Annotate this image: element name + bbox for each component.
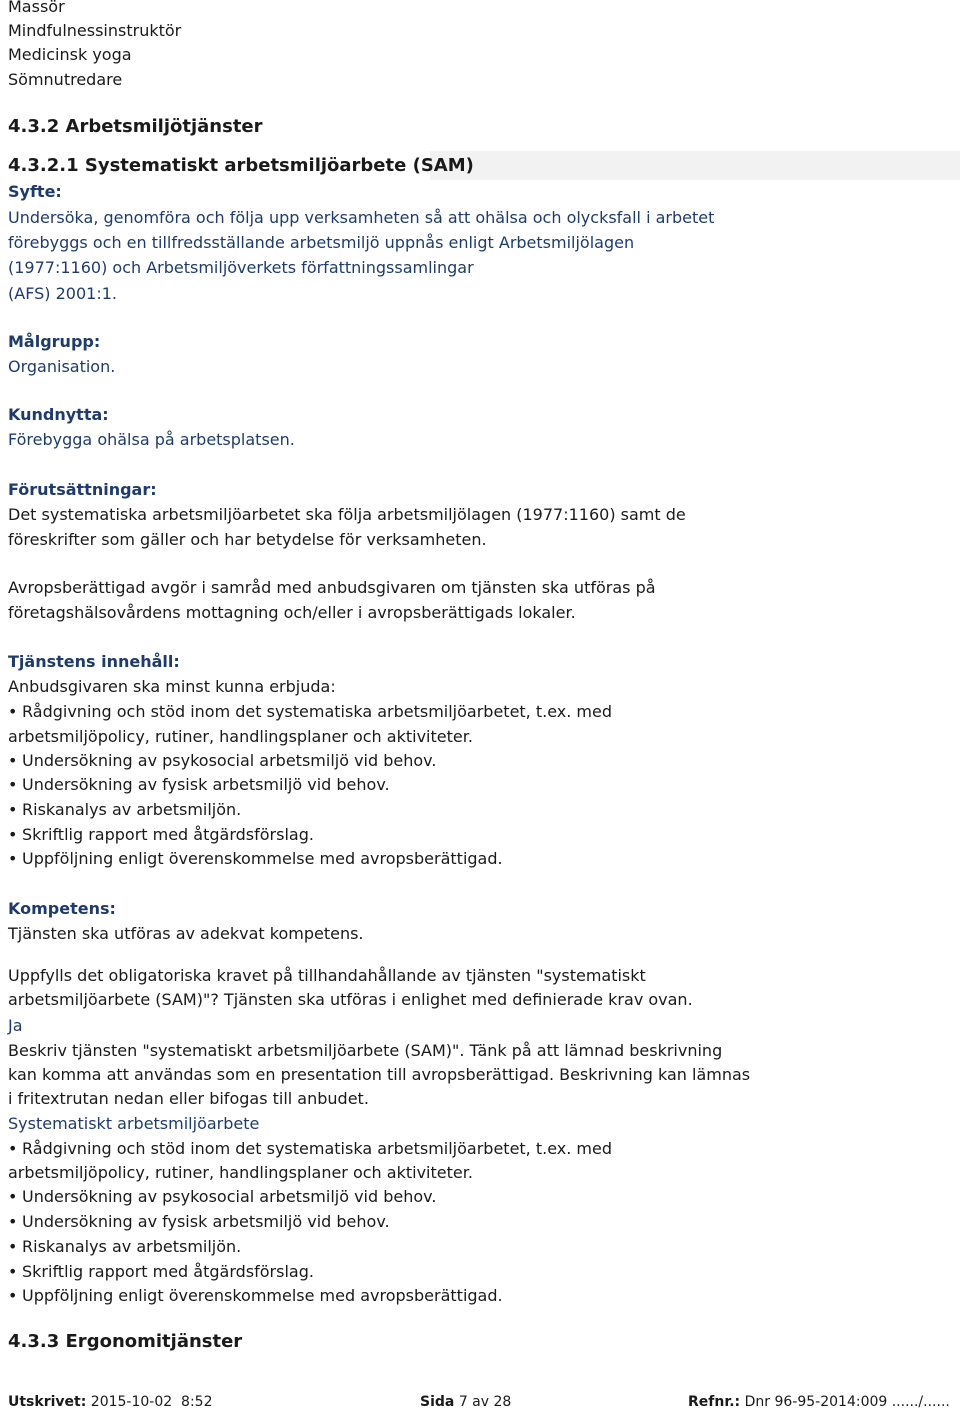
innehall-bullet: • Undersökning av fysisk arbetsmiljö vid behov. <box>8 775 390 795</box>
page-info <box>420 1392 511 1412</box>
printed-value: 2015-10-02 8:52 <box>90 1394 213 1410</box>
ref-info <box>688 1392 950 1412</box>
response-bullet-cont: arbetsmiljöpolicy, rutiner, handlingsplaner och aktiviteter. <box>8 1163 473 1182</box>
syfte-line: förebyggs och en tillfredsställande arbetsmiljö uppnås enligt Arbetsmiljölagen <box>8 233 635 252</box>
malgrupp-label: Målgrupp: <box>8 332 101 351</box>
answer-value: Ja <box>8 1016 23 1035</box>
list-item: Medicinsk yoga <box>8 45 132 64</box>
innehall-bullet: • Undersökning av psykosocial arbetsmiljö vid behov. <box>8 751 436 771</box>
ref-label: Refnr.: <box>688 1394 741 1410</box>
section-heading: 4.3.2 Arbetsmiljötjänster <box>8 116 263 137</box>
question-line: arbetsmiljöarbete (SAM)"? Tjänsten ska utföras i enlighet med definierade krav ovan. <box>8 990 693 1009</box>
syfte-label: Syfte: <box>8 182 62 201</box>
malgrupp-value: Organisation. <box>8 357 116 376</box>
innehall-bullet: • Uppföljning enligt överenskommelse med avropsberättigad. <box>8 849 503 869</box>
forutsattningar-line: Avropsberättigad avgör i samråd med anbudsgivaren om tjänsten ska utföras på <box>8 578 656 597</box>
response-bullet: • Riskanalys av arbetsmiljön. <box>8 1237 241 1257</box>
syfte-line: (1977:1160) och Arbetsmiljöverkets författningssamlingar <box>8 258 474 277</box>
describe-line: Beskriv tjänsten "systematiskt arbetsmiljöarbete (SAM)". Tänk på att lämnad beskrivning <box>8 1041 723 1060</box>
innehall-intro: Anbudsgivaren ska minst kunna erbjuda: <box>8 677 336 696</box>
response-bullet: • Uppföljning enligt överenskommelse med avropsberättigad. <box>8 1286 503 1306</box>
forutsattningar-line: Det systematiska arbetsmiljöarbetet ska följa arbetsmiljölagen (1977:1160) samt de <box>8 505 686 524</box>
list-item: Massör <box>8 0 65 16</box>
innehall-label: Tjänstens innehåll: <box>8 652 180 671</box>
ref-value: Dnr 96-95-2014:009 ....../...... <box>744 1394 950 1410</box>
response-bullet: • Skriftlig rapport med åtgärdsförslag. <box>8 1262 314 1282</box>
printed-label: Utskrivet: <box>8 1394 87 1410</box>
response-bullet: • Undersökning av fysisk arbetsmiljö vid behov. <box>8 1212 390 1232</box>
syfte-line: Undersöka, genomföra och följa upp verksamheten så att ohälsa och olycksfall i arbetet <box>8 208 715 227</box>
list-item: Mindfulnessinstruktör <box>8 21 182 40</box>
kompetens-value: Tjänsten ska utföras av adekvat kompetens. <box>8 924 364 943</box>
kompetens-label: Kompetens: <box>8 899 116 918</box>
response-bullet: • Rådgivning och stöd inom det systematiska arbetsmiljöarbetet, t.ex. med <box>8 1139 612 1159</box>
innehall-bullet: • Skriftlig rapport med åtgärdsförslag. <box>8 825 314 845</box>
section-heading: 4.3.2.1 Systematiskt arbetsmiljöarbete (SAM) <box>8 155 474 176</box>
forutsattningar-label: Förutsättningar: <box>8 480 157 499</box>
describe-line: i fritextrutan nedan eller bifogas till anbudet. <box>8 1089 369 1108</box>
innehall-bullet: • Riskanalys av arbetsmiljön. <box>8 800 241 820</box>
forutsattningar-line: föreskrifter som gäller och har betydelse för verksamheten. <box>8 530 487 549</box>
response-bullet: • Undersökning av psykosocial arbetsmiljö vid behov. <box>8 1187 436 1207</box>
header-highlight-band <box>430 151 960 180</box>
kundnytta-value: Förebygga ohälsa på arbetsplatsen. <box>8 430 295 449</box>
describe-line: kan komma att användas som en presentation till avropsberättigad. Beskrivning kan lämnas <box>8 1065 751 1084</box>
printed-info <box>8 1392 212 1412</box>
response-title: Systematiskt arbetsmiljöarbete <box>8 1114 260 1133</box>
kundnytta-label: Kundnytta: <box>8 405 109 424</box>
innehall-bullet: • Rådgivning och stöd inom det systematiska arbetsmiljöarbetet, t.ex. med <box>8 702 612 722</box>
page-value: 7 av 28 <box>458 1394 512 1410</box>
forutsattningar-line: företagshälsovårdens mottagning och/eller i avropsberättigads lokaler. <box>8 603 576 622</box>
question-line: Uppfylls det obligatoriska kravet på tillhandahållande av tjänsten "systematiskt <box>8 966 646 985</box>
syfte-line: (AFS) 2001:1. <box>8 284 117 303</box>
list-item: Sömnutredare <box>8 70 123 89</box>
section-heading: 4.3.3 Ergonomitjänster <box>8 1331 243 1352</box>
innehall-bullet-cont: arbetsmiljöpolicy, rutiner, handlingsplaner och aktiviteter. <box>8 727 473 746</box>
page-label: Sida <box>420 1394 455 1410</box>
